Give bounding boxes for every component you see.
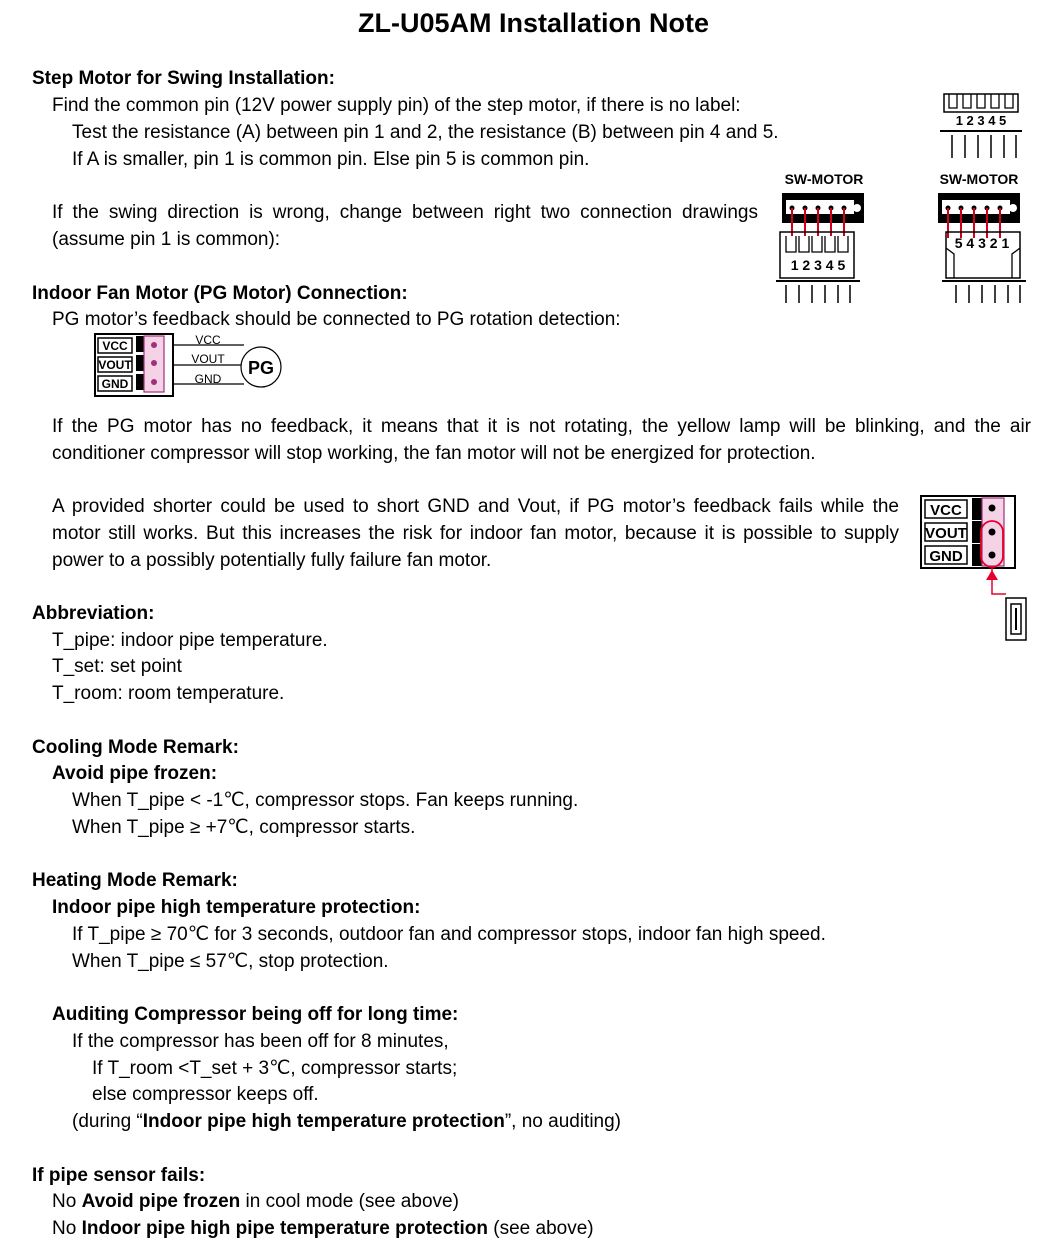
sensor-fail-heading: If pipe sensor fails: <box>32 1165 206 1186</box>
sensor-fail-line2 <box>52 1217 594 1241</box>
pg-pin-gnd: GND <box>101 377 129 391</box>
step-motor-line5: (assume pin 1 is common): <box>52 229 281 250</box>
heating-sub2-line1: If the compressor has been off for 8 minutes, <box>72 1031 449 1052</box>
sw-motor-right-label: SW-MOTOR <box>939 171 1019 187</box>
step-motor-line3: If A is smaller, pin 1 is common pin. Else pin 5 is common pin. <box>72 149 590 170</box>
pg-pin-vcc: VCC <box>102 339 128 353</box>
sensor-fail-line1 <box>52 1190 459 1214</box>
abbreviation-item: T_pipe: indoor pipe temperature. <box>52 630 328 651</box>
fan-motor-para1-line1: If the PG motor has no feedback, it means that it is not rotating, the yellow lamp will be blinking, and the air <box>52 416 1031 437</box>
page-title: ZL-U05AM Installation Note <box>358 8 710 38</box>
line1-bold: Avoid pipe frozen <box>81 1191 241 1212</box>
shorter-jumper-diagram <box>920 494 1032 646</box>
step-motor-line2: Test the resistance (A) between pin 1 and 2, the resistance (B) between pin 4 and 5. <box>72 122 779 143</box>
heating-sub2-line2: If T_room <T_set + 3℃, compressor starts; <box>92 1058 458 1079</box>
step-motor-line4: If the swing direction is wrong, change between right two connection drawings <box>52 202 758 223</box>
heating-sub2-note <box>72 1110 621 1134</box>
line2-prefix: No <box>52 1218 82 1239</box>
heating-subheading-2: Auditing Compressor being off for long time: <box>52 1004 459 1025</box>
step-motor-line1: Find the common pin (12V power supply pin) of the step motor, if there is no label: <box>52 95 741 116</box>
pg-pin-vout: VOUT <box>98 358 132 372</box>
pg-motor-label: PG <box>247 358 275 378</box>
cooling-heading: Cooling Mode Remark: <box>32 737 239 758</box>
heating-sub1-line2: When T_pipe ≤ 57℃, stop protection. <box>72 951 389 972</box>
fan-motor-para2-line1: A provided shorter could be used to short GND and Vout, if PG motor’s feedback fails while the <box>52 496 899 517</box>
note-prefix: (during “ <box>72 1111 143 1132</box>
heating-subheading-1: Indoor pipe high temperature protection: <box>52 897 421 918</box>
note-bold: Indoor pipe high temperature protection <box>142 1111 505 1132</box>
line2-bold: Indoor pipe high pipe temperature protection <box>81 1218 488 1239</box>
fan-motor-para2-line2: motor still works. But this increases the risk for indoor fan motor, because it is possible to supply <box>52 523 899 544</box>
fan-motor-para1-line2: conditioner compressor will stop working, the fan motor will not be energized for protection. <box>52 443 816 464</box>
heating-heading: Heating Mode Remark: <box>32 870 238 891</box>
heating-sub2-line3: else compressor keeps off. <box>92 1084 319 1105</box>
cooling-line2: When T_pipe ≥ +7℃, compressor starts. <box>72 817 416 838</box>
step-motor-pin-numbers: 1 2 3 4 5 <box>955 113 1007 128</box>
sw-motor-right-pin-numbers: 5 4 3 2 1 <box>954 235 1010 251</box>
abbreviation-heading: Abbreviation: <box>32 603 155 624</box>
abbreviation-item: T_set: set point <box>52 656 182 677</box>
line1-prefix: No <box>52 1191 82 1212</box>
pg-connection-diagram <box>94 332 290 400</box>
sw-motor-diagram-right <box>934 168 1034 308</box>
sw-motor-left-pin-numbers: 1 2 3 4 5 <box>790 257 846 273</box>
shorter-pin-vcc: VCC <box>930 502 962 519</box>
line2-suffix: (see above) <box>487 1218 594 1239</box>
step-motor-heading: Step Motor for Swing Installation: <box>32 68 335 89</box>
line1-suffix: in cool mode (see above) <box>240 1191 459 1212</box>
pg-wire-vcc: VCC <box>195 333 221 347</box>
fan-motor-line1: PG motor’s feedback should be connected to PG rotation detection: <box>52 309 621 330</box>
abbreviation-item: T_room: room temperature. <box>52 683 285 704</box>
fan-motor-para2-line3: power to a possibly potentially fully failure fan motor. <box>52 550 492 571</box>
cooling-line1: When T_pipe < -1℃, compressor stops. Fan keeps running. <box>72 790 579 811</box>
note-suffix: ”, no auditing) <box>504 1111 622 1132</box>
sw-motor-left-label: SW-MOTOR <box>784 171 864 187</box>
pg-wire-vout: VOUT <box>191 352 225 366</box>
pg-wire-gnd: GND <box>194 372 222 386</box>
cooling-subheading: Avoid pipe frozen: <box>52 763 218 784</box>
shorter-pin-vout: VOUT <box>925 525 967 542</box>
heating-sub1-line1: If T_pipe ≥ 70℃ for 3 seconds, outdoor fan and compressor stops, indoor fan high speed. <box>72 924 826 945</box>
sw-motor-diagram-left <box>770 168 870 308</box>
fan-motor-heading: Indoor Fan Motor (PG Motor) Connection: <box>32 283 408 304</box>
shorter-pin-gnd: GND <box>929 548 963 565</box>
step-motor-pin-diagram <box>930 90 1030 162</box>
